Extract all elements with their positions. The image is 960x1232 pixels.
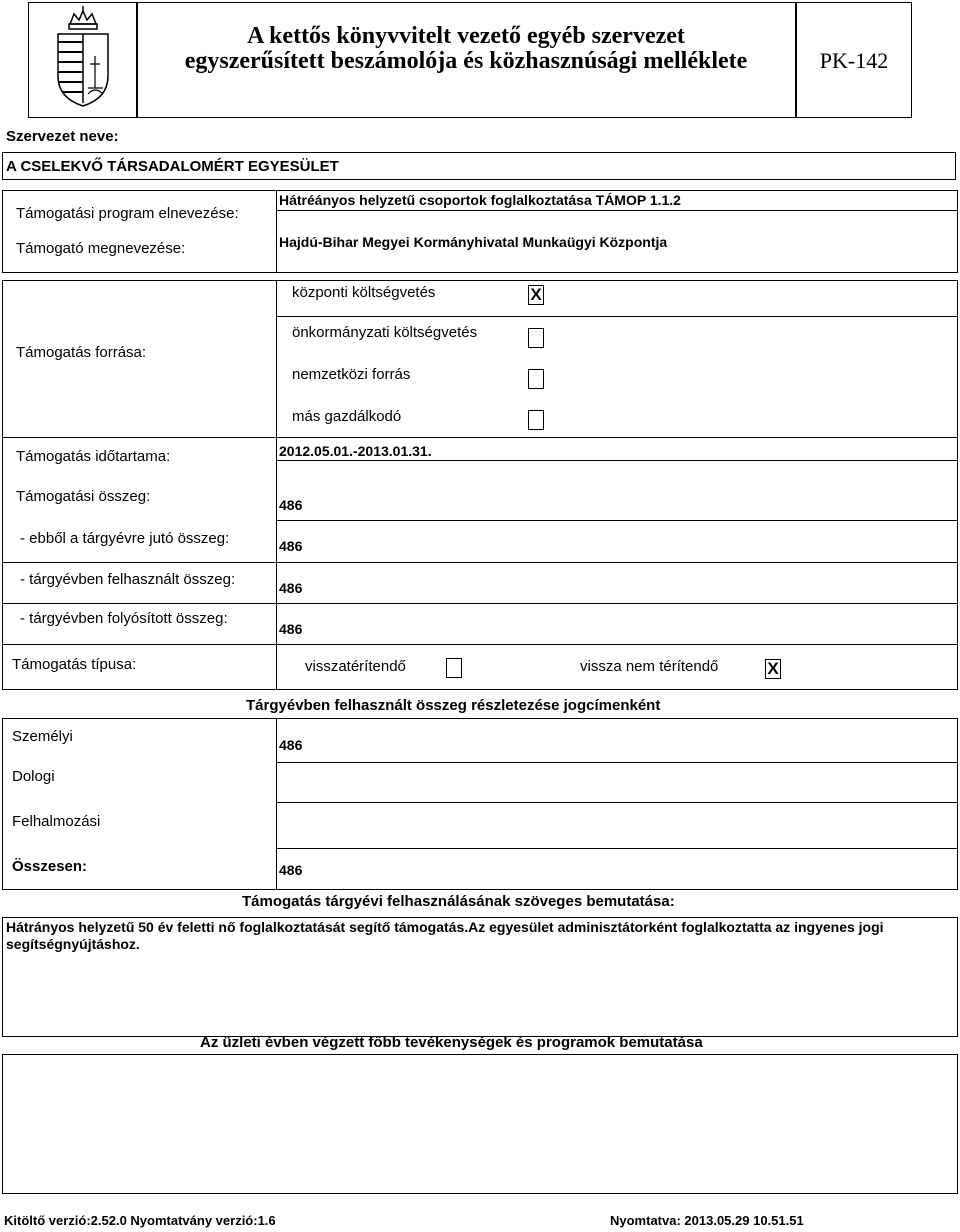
breakdown-total-value: 486 [279, 862, 303, 878]
usage-text: Hátrányos helyzetű 50 év feletti nő foglalkoztatását segítő támogatás.Az egyesület adminisztátorként foglalkoztatta az ingyenes jogi segítségnyújtáshoz. [6, 919, 884, 952]
source-central-label: központi költségvetés [292, 284, 436, 301]
paid-label: - tárgyévben folyósított összeg: [20, 610, 228, 627]
source-local-checkbox[interactable] [528, 328, 544, 348]
source-company-checkbox[interactable] [528, 410, 544, 430]
amount-value: 486 [279, 497, 303, 513]
type-nonrefundable-checkbox[interactable]: X [765, 659, 781, 679]
program-value: Hátréányos helyzetű csoportok foglalkoztatása TÁMOP 1.1.2 [279, 192, 681, 208]
supporter-value: Hajdú-Bihar Megyei Kormányhivatal Munkaügyi Központja [279, 234, 668, 250]
organization-name: A CSELEKVŐ TÁRSADALOMÉRT EGYESÜLET [6, 158, 339, 175]
type-refundable-label: visszatérítendő [305, 658, 406, 675]
form-code: PK-142 [819, 48, 889, 73]
used-value: 486 [279, 580, 303, 596]
duration-label: Támogatás időtartama: [16, 448, 171, 465]
form-title [138, 24, 794, 74]
organization-label: Szervezet neve: [6, 128, 119, 145]
source-company-label: más gazdálkodó [292, 408, 402, 425]
year-share-value: 486 [279, 538, 303, 554]
paid-value: 486 [279, 621, 303, 637]
source-central-checkbox[interactable]: X [528, 285, 544, 305]
breakdown-total-label: Összesen: [12, 858, 88, 875]
breakdown-heading: Tárgyévben felhasznált összeg részletezése jogcímenként [246, 697, 661, 714]
activities-heading: Az üzleti évben végzett főbb tevékenységek és programok bemutatása [200, 1034, 703, 1051]
source-international-label: nemzetközi forrás [292, 366, 411, 383]
form-title-line2: egyszerűsített beszámolója és közhasznúsági melléklete [184, 48, 748, 74]
source-international-checkbox[interactable] [528, 369, 544, 389]
program-label: Támogatási program elnevezése: [16, 205, 239, 222]
supporter-label: Támogató megnevezése: [16, 240, 186, 257]
duration-value: 2012.05.01.-2013.01.31. [279, 443, 432, 459]
footer-printed: Nyomtatva: 2013.05.29 10.51.51 [610, 1213, 804, 1228]
activities-text-box[interactable] [2, 1054, 958, 1194]
type-label: Támogatás típusa: [12, 656, 137, 673]
used-label: - tárgyévben felhasznált összeg: [20, 571, 236, 588]
footer-versions: Kitöltő verzió:2.52.0 Nyomtatvány verzió:1.6 [4, 1213, 276, 1228]
source-label: Támogatás forrása: [16, 344, 147, 361]
breakdown-personal-value: 486 [279, 737, 303, 753]
breakdown-capital-label: Felhalmozási [12, 813, 101, 830]
breakdown-personal-label: Személyi [12, 728, 73, 745]
type-refundable-checkbox[interactable] [446, 658, 462, 678]
grant-details-block [2, 280, 958, 690]
amount-label: Támogatási összeg: [16, 488, 151, 505]
usage-heading: Támogatás tárgyévi felhasználásának szöveges bemutatása: [242, 893, 675, 910]
type-nonrefundable-label: vissza nem térítendő [580, 658, 719, 675]
year-share-label: - ebből a tárgyévre jutó összeg: [20, 530, 230, 547]
coat-of-arms-icon [48, 6, 118, 110]
breakdown-table [2, 718, 958, 890]
form-title-line1: A kettős könyvvitelt vezető egyéb szervezet [247, 23, 685, 49]
source-local-label: önkormányzati költségvetés [292, 324, 478, 341]
breakdown-material-label: Dologi [12, 768, 55, 785]
